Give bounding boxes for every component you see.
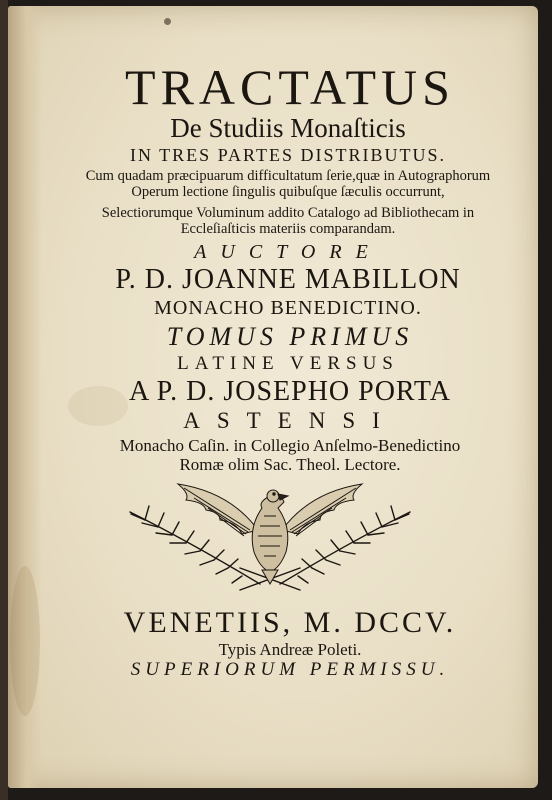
author-order: MONACHO BENEDICTINO. xyxy=(154,297,422,319)
description-line: Eccleſiaſticis materiis comparandam. xyxy=(180,221,396,237)
translation-note: LATINE VERSUS xyxy=(177,353,399,374)
book-title: TRACTATUS xyxy=(125,59,455,115)
translator-origin: ASTENSI xyxy=(183,408,397,433)
imprint-place-year: VENETIIS, M. DCCV. xyxy=(123,606,457,639)
ink-spot xyxy=(164,18,171,25)
translator-detail: Monacho Caſin. in Collegio Anſelmo-Benedictino xyxy=(119,436,461,455)
eagle-emblem xyxy=(120,472,420,598)
translator-detail: Romæ olim Sac. Theol. Lectore. xyxy=(179,455,401,474)
description-line: Selectiorumque Voluminum addito Catalogo ad Bibliothecam in xyxy=(101,205,475,221)
book-subtitle: De Studiis Monaſticis xyxy=(170,113,406,143)
translator-name: A P. D. JOSEPHO PORTA xyxy=(128,376,452,407)
description-line: Cum quadam præcipuarum difficultatum ſerie,quæ in Autographorum xyxy=(85,168,491,184)
auctore-label: AUCTORE xyxy=(194,241,382,263)
description-line: Operum lectione ſingulis quibuſque ſæculis occurrunt, xyxy=(131,184,445,200)
book-spine-edge xyxy=(0,0,8,800)
book-subtitle-parts: IN TRES PARTES DISTRIBUTUS. xyxy=(130,145,446,165)
volume-label: TOMUS PRIMUS xyxy=(166,322,414,351)
permission-note: SUPERIORUM PERMISSU. xyxy=(130,659,450,680)
author-name: P. D. JOANNE MABILLON xyxy=(115,264,461,295)
printer-name: Typis Andreæ Poleti. xyxy=(218,640,362,659)
